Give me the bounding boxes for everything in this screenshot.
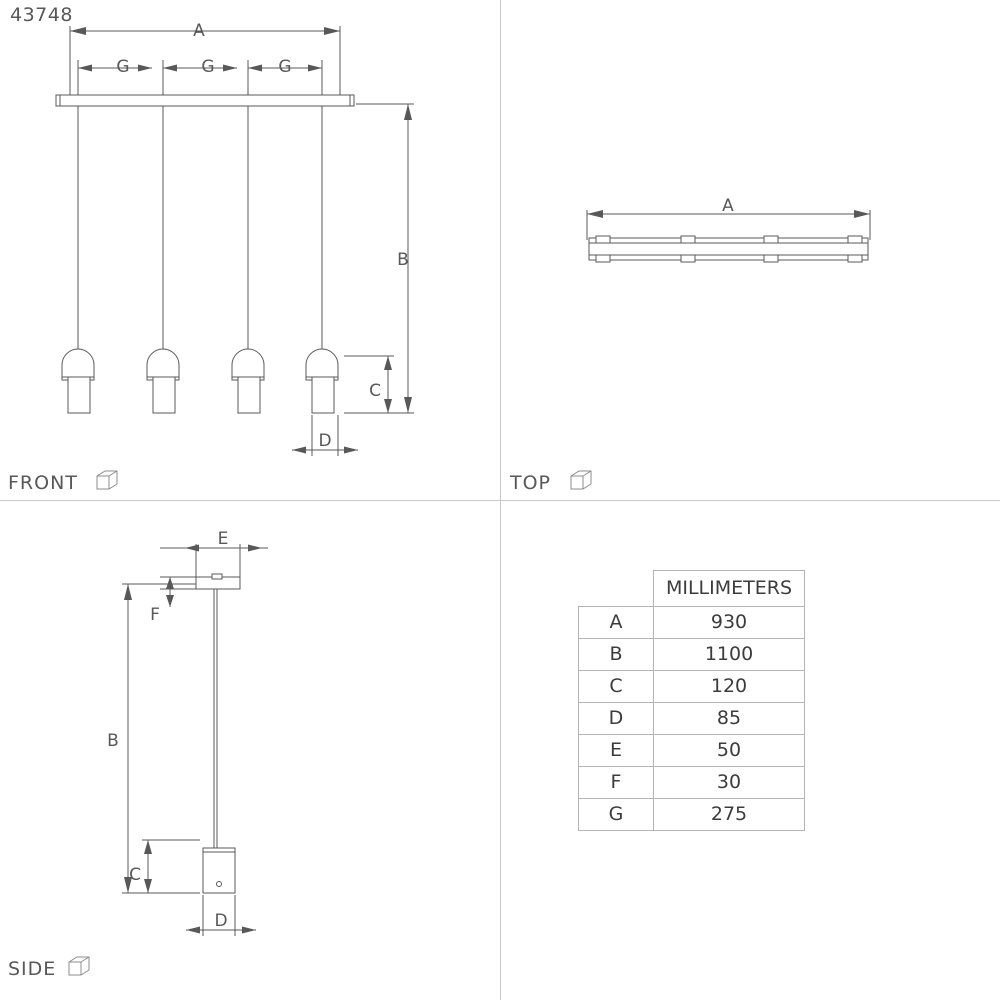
- table-row: [579, 735, 805, 767]
- side-view-drawing: [0, 500, 500, 1000]
- front-view-drawing: [0, 0, 500, 500]
- dim-value-cell: 1100: [654, 639, 805, 671]
- dimension-table: [578, 570, 805, 831]
- dim-letter-cell: F: [579, 767, 654, 799]
- dim-label-D-side: D: [214, 911, 228, 931]
- dim-value-cell: 30: [654, 767, 805, 799]
- dim-letter-cell: D: [579, 703, 654, 735]
- dim-letter-cell: C: [579, 671, 654, 703]
- table-row: [579, 639, 805, 671]
- table-row: [579, 607, 805, 639]
- table-corner-cell: [579, 571, 654, 607]
- dim-label-B-side: B: [107, 731, 119, 751]
- view-label-front: FRONT: [8, 472, 78, 494]
- dim-label-B-front: B: [397, 250, 409, 270]
- dim-label-E-side: E: [217, 529, 229, 549]
- dim-value-cell: 85: [654, 703, 805, 735]
- dim-value-cell: 50: [654, 735, 805, 767]
- top-view-drawing: [500, 0, 1000, 500]
- view-label-side: SIDE: [8, 958, 57, 980]
- dim-label-G-1: G: [116, 57, 130, 77]
- dim-label-G-2: G: [201, 57, 215, 77]
- dim-label-A-front: A: [193, 21, 205, 41]
- dim-label-D-front: D: [318, 431, 332, 451]
- dim-letter-cell: G: [579, 799, 654, 831]
- table-row: [579, 799, 805, 831]
- table-row: [579, 671, 805, 703]
- cube-icon: [64, 952, 94, 982]
- part-number: 43748: [10, 4, 73, 26]
- view-label-top: TOP: [510, 472, 552, 494]
- cube-icon: [92, 466, 122, 496]
- table-header-row: [579, 571, 805, 607]
- dim-label-C-side: C: [129, 865, 141, 885]
- dim-letter-cell: B: [579, 639, 654, 671]
- table-row: [579, 703, 805, 735]
- dim-label-C-front: C: [369, 381, 381, 401]
- dim-label-A-top: A: [722, 196, 734, 216]
- dim-value-cell: 120: [654, 671, 805, 703]
- table-row: [579, 767, 805, 799]
- cube-icon: [566, 466, 596, 496]
- dim-label-G-3: G: [278, 57, 292, 77]
- dim-value-cell: 275: [654, 799, 805, 831]
- dim-value-cell: 930: [654, 607, 805, 639]
- table-unit-header: MILLIMETERS: [654, 571, 805, 607]
- dim-letter-cell: A: [579, 607, 654, 639]
- dim-letter-cell: E: [579, 735, 654, 767]
- dim-label-F-side: F: [150, 605, 160, 625]
